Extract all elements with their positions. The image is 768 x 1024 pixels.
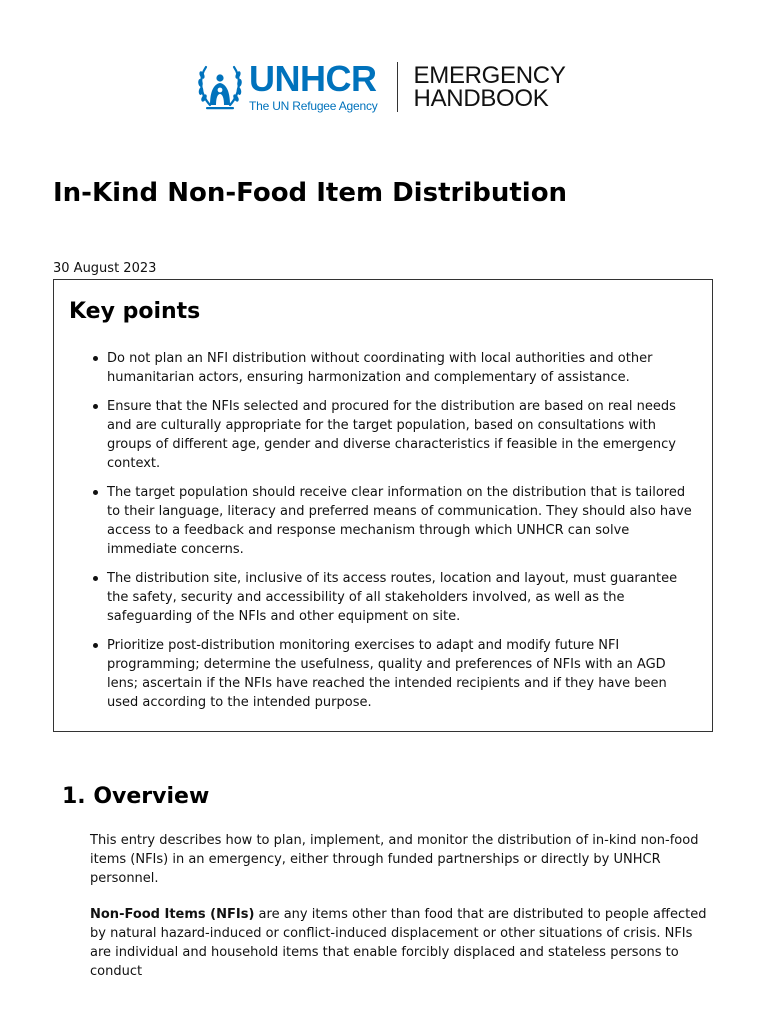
nfi-definition: are any items other than food that are distributed to people affected by natural hazard-induced or conflict-induced displacement or other situations of crisis. NFIs are individual and household items that enable forcibly displaced and stateless persons to conduct xyxy=(90,907,707,979)
handbook-line-1: EMERGENCY xyxy=(413,62,566,89)
page-title: In-Kind Non-Food Item Distribution xyxy=(53,178,568,208)
key-points-box xyxy=(53,279,713,732)
handbook-line-2: HANDBOOK xyxy=(413,85,549,112)
overview-heading: 1. Overview xyxy=(62,784,210,809)
nfi-term: Non-Food Items (NFIs) xyxy=(90,907,255,922)
unhcr-emblem-icon xyxy=(196,61,244,113)
key-point-item: Do not plan an NFI distribution without coordinating with local authorities and other humanitarian actors, ensuring harmonization and complementary of assistance. xyxy=(90,349,700,387)
overview-paragraph-2 xyxy=(90,905,716,981)
key-point-item: The target population should receive clear information on the distribution that is tailored to their language, literacy and preferred means of communication. They should also have access to a feedback and response mechanism through which UNHCR can solve immediate concerns. xyxy=(90,483,700,559)
key-points-heading: Key points xyxy=(69,299,201,324)
logo-divider xyxy=(397,62,398,112)
logo-name: UNHCR xyxy=(249,58,377,99)
key-points-list xyxy=(90,349,700,722)
overview-paragraph-1: This entry describes how to plan, implement, and monitor the distribution of in-kind non-food items (NFIs) in an emergency, either through funded partnerships or directly by UNHCR personnel. xyxy=(90,833,699,886)
key-point-item: Ensure that the NFIs selected and procured for the distribution are based on real needs and are culturally appropriate for the target population, based on consultations with groups of different age, gender and diverse characteristics if feasible in the emergency context. xyxy=(90,397,700,473)
handbook-wordmark xyxy=(414,64,566,110)
logo-tagline: The UN Refugee Agency xyxy=(249,99,378,113)
unhcr-wordmark xyxy=(249,58,378,113)
key-point-item: The distribution site, inclusive of its access routes, location and layout, must guarantee the safety, security and accessibility of all stakeholders involved, as well as the safeguarding of the NFIs and other equipment on site. xyxy=(90,569,700,626)
publication-date: 30 August 2023 xyxy=(53,261,157,276)
handbook-logo[interactable] xyxy=(196,58,566,116)
key-point-item: Prioritize post-distribution monitoring exercises to adapt and modify future NFI programming; determine the usefulness, quality and preferences of NFIs with an AGD lens; ascertain if the NFIs have reached the intended recipients and if they have been used according to the intended purpose. xyxy=(90,636,700,712)
